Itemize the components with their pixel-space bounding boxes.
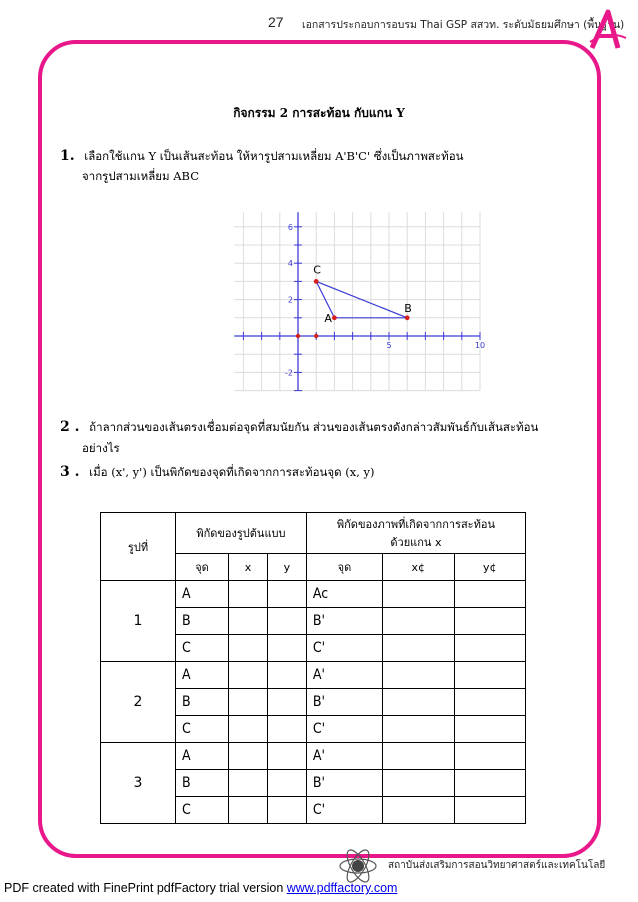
y-prime-cell[interactable]	[454, 743, 526, 770]
col-original-header: พิกัดของรูปต้นแบบ	[176, 513, 307, 554]
x-prime-cell[interactable]	[383, 797, 454, 824]
x-cell[interactable]	[229, 716, 268, 743]
shape-number: 3	[101, 743, 176, 824]
y-prime-cell[interactable]	[454, 581, 526, 608]
x-prime-cell[interactable]	[383, 770, 454, 797]
y-tick-label: 4	[287, 259, 293, 269]
graph-grid	[234, 212, 480, 390]
point-label: B	[176, 689, 229, 716]
activity-title: กิจกรรม 2 การสะท้อน กับแกน Y	[233, 106, 405, 120]
x-cell[interactable]	[229, 635, 268, 662]
x-prime-cell[interactable]	[383, 581, 454, 608]
y-tick-label: 6	[287, 222, 293, 232]
pdf-notice	[4, 881, 397, 895]
point-label: C	[176, 716, 229, 743]
y-cell[interactable]	[267, 743, 306, 770]
document-title: เอกสารประกอบการอบรม Thai GSP สสวท. ระดับมัธยมศึกษา (พื้นฐาน)	[302, 19, 625, 31]
subheader-y-prime: y¢	[454, 554, 526, 581]
x-tick-label: 5	[386, 341, 392, 350]
x-cell[interactable]	[229, 689, 268, 716]
shape-number: 1	[101, 581, 176, 662]
question-1-text: เลือกใช้แกน Y เป็นเส้นสะท้อน ให้หารูปสามเหลี่ยม A'B'C' ซึ่งเป็นภาพสะท้อน	[84, 149, 464, 163]
x-cell[interactable]	[229, 797, 268, 824]
question-3-number: 3 .	[60, 464, 80, 480]
axis-marker	[314, 334, 318, 338]
page-header	[0, 14, 638, 36]
y-cell[interactable]	[267, 581, 306, 608]
question-2	[60, 417, 538, 437]
col-image-header-line2: ด้วยแกน x	[390, 536, 442, 549]
image-point-label: B'	[306, 770, 382, 797]
vertex-label-b: B	[404, 301, 412, 315]
y-prime-cell[interactable]	[454, 689, 526, 716]
y-prime-cell[interactable]	[454, 662, 526, 689]
y-prime-cell[interactable]	[454, 635, 526, 662]
question-3-text: เมื่อ (x', y') เป็นพิกัดของจุดที่เกิดจากการสะท้อนจุด (x, y)	[89, 465, 375, 479]
question-2-text: ถ้าลากส่วนของเส้นตรงเชื่อมต่อจุดที่สมนัยกัน ส่วนของเส้นตรงดังกล่าวสัมพันธ์กับเส้นสะท้อน	[89, 420, 539, 434]
reflection-table	[100, 512, 526, 824]
vertex-label-c: C	[313, 263, 321, 277]
shape-number: 2	[101, 662, 176, 743]
image-point-label: C'	[306, 797, 382, 824]
image-point-label: A'	[306, 662, 382, 689]
point-label: A	[176, 581, 229, 608]
logo-a-icon	[588, 8, 628, 52]
table-row	[101, 743, 526, 770]
x-cell[interactable]	[229, 608, 268, 635]
question-3	[60, 462, 375, 482]
y-tick-label: 2	[287, 295, 293, 305]
y-tick-label: -2	[285, 368, 293, 378]
vertex-label-a: A	[324, 311, 332, 325]
point-label: A	[176, 743, 229, 770]
x-prime-cell[interactable]	[383, 743, 454, 770]
image-point-label: C'	[306, 716, 382, 743]
pdf-notice-text: PDF created with FinePrint pdfFactory trial version	[4, 881, 287, 895]
y-cell[interactable]	[267, 770, 306, 797]
institute-name: สถาบันส่งเสริมการสอนวิทยาศาสตร์และเทคโนโลยี	[388, 860, 606, 871]
subheader-y: y	[267, 554, 306, 581]
table-row	[101, 581, 526, 608]
question-2-number: 2 .	[60, 419, 80, 435]
graph-triangle	[296, 263, 412, 338]
subheader-image-point: จุด	[306, 554, 382, 581]
coordinate-graph	[232, 210, 488, 394]
point-label: B	[176, 608, 229, 635]
point-label: B	[176, 770, 229, 797]
question-1	[60, 146, 463, 166]
image-point-label: C'	[306, 635, 382, 662]
x-cell[interactable]	[229, 581, 268, 608]
image-point-label: A'	[306, 743, 382, 770]
question-1-number: 1.	[60, 148, 75, 164]
subheader-x: x	[229, 554, 268, 581]
institute-emblem-icon	[338, 846, 378, 886]
x-prime-cell[interactable]	[383, 662, 454, 689]
question-2-line2: อย่างไร	[82, 441, 120, 455]
x-cell[interactable]	[229, 770, 268, 797]
y-cell[interactable]	[267, 662, 306, 689]
vertex-b	[405, 315, 410, 320]
point-label: C	[176, 797, 229, 824]
page-number: 27	[268, 14, 284, 30]
x-cell[interactable]	[229, 662, 268, 689]
x-prime-cell[interactable]	[383, 716, 454, 743]
y-cell[interactable]	[267, 689, 306, 716]
y-prime-cell[interactable]	[454, 716, 526, 743]
y-prime-cell[interactable]	[454, 608, 526, 635]
vertex-c	[314, 279, 319, 284]
y-cell[interactable]	[267, 716, 306, 743]
x-prime-cell[interactable]	[383, 689, 454, 716]
subheader-point: จุด	[176, 554, 229, 581]
x-prime-cell[interactable]	[383, 635, 454, 662]
y-cell[interactable]	[267, 797, 306, 824]
pdffactory-link[interactable]: www.pdffactory.com	[286, 881, 398, 895]
point-label: A	[176, 662, 229, 689]
image-point-label: Ac	[306, 581, 382, 608]
x-prime-cell[interactable]	[383, 608, 454, 635]
point-label: C	[176, 635, 229, 662]
question-1-line2: จากรูปสามเหลี่ยม ABC	[82, 169, 199, 183]
image-point-label: B'	[306, 689, 382, 716]
y-cell[interactable]	[267, 608, 306, 635]
y-prime-cell[interactable]	[454, 797, 526, 824]
origin-marker	[296, 334, 300, 338]
y-prime-cell[interactable]	[454, 770, 526, 797]
vertex-a	[332, 315, 337, 320]
x-tick-label: 10	[474, 341, 486, 350]
x-cell[interactable]	[229, 743, 268, 770]
col-image-header-line1: พิกัดของภาพที่เกิดจากการสะท้อน	[336, 518, 495, 531]
image-point-label: B'	[306, 608, 382, 635]
y-cell[interactable]	[267, 635, 306, 662]
subheader-x-prime: x¢	[383, 554, 454, 581]
table-row	[101, 662, 526, 689]
col-shape-header: รูปที่	[101, 513, 176, 581]
col-image-header	[306, 513, 525, 554]
